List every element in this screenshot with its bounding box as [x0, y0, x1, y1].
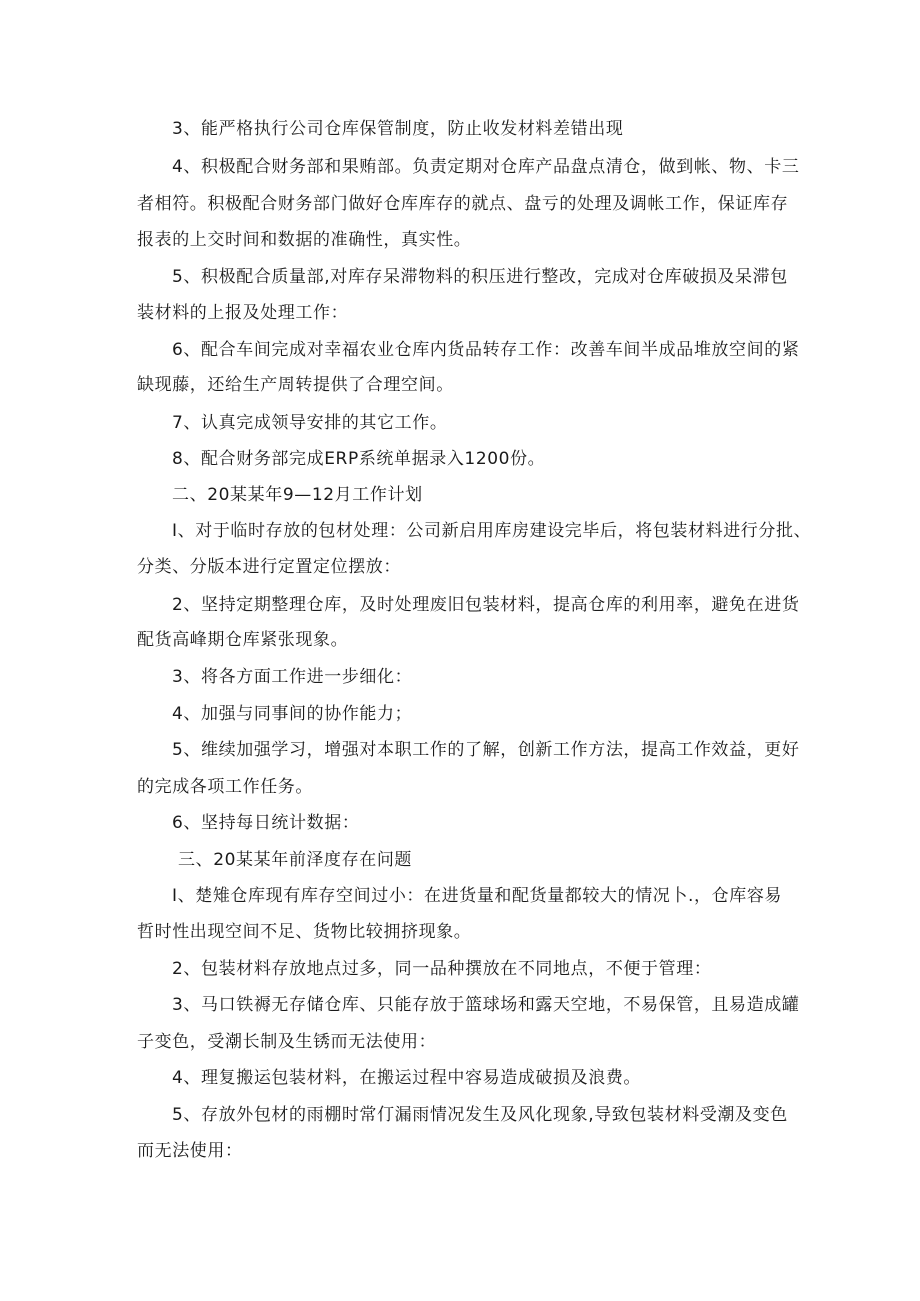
paragraph-line: 4、加强与同事间的协作能力； — [172, 704, 413, 724]
paragraph-line: 5、存放外包材的雨棚时常仃漏雨情况发生及风化现象,导致包装材料受潮及变色 — [172, 1105, 788, 1125]
paragraph-line: 的完成各项工作任务。 — [137, 777, 313, 797]
paragraph-line: 6、配合车间完成对幸福农业仓库内货品转存工作：改善车间半成品堆放空间的紧 — [172, 340, 800, 360]
paragraph-line: 7、认真完成领导安排的其它工作。 — [172, 413, 448, 433]
paragraph-line: 3、马口铁褥无存储仓库、只能存放于篮球场和露天空地，不易保管，且易造成罐 — [172, 995, 800, 1015]
paragraph-line: 分类、分版本进行定置定位摆放： — [137, 557, 401, 577]
paragraph-line: 配货高峰期仓库紧张现象。 — [137, 630, 349, 650]
paragraph-line: 3、将各方面工作进一步细化： — [172, 667, 413, 687]
paragraph-line: 3、能严格执行公司仓库保管制度，防止收发材料差错出现 — [172, 119, 624, 139]
paragraph-line: 8、配合财务部完成ERP系统单据录入1200份。 — [172, 449, 546, 469]
paragraph-line: 哲时性出现空间不足、货物比较拥挤现象。 — [137, 922, 472, 942]
paragraph-line: I、楚雉仓库现有库存空间过小：在进货量和配货量都较大的情况卜.，仓库容易 — [172, 886, 783, 906]
paragraph-line: 而无法使用： — [137, 1141, 243, 1161]
paragraph-line: 5、积极配合质量部,对库存呆滞物料的积压进行整改，完成对仓库破损及呆滞包 — [172, 267, 788, 287]
paragraph-line: 2、包装材料存放地点过多，同一品种撰放在不同地点，不便于管理： — [172, 959, 712, 979]
paragraph-line: 5、维续加强学习，增强对本职工作的了解，创新工作方法，提高工作效益，更好 — [172, 740, 800, 760]
paragraph-line: 4、理复搬运包装材料，在搬运过程中容易造成破损及浪费。 — [172, 1068, 642, 1088]
section-heading: 二、20某某年9—12月工作计划 — [172, 485, 423, 505]
paragraph-line: I、对于临时存放的包材处理：公司新启用库房建设完毕后，将包装材料进行分批、 — [172, 521, 812, 541]
section-heading: 三、20某某年前泽度存在问题 — [178, 850, 413, 870]
paragraph-line: 者相符。积极配合财务部门做好仓库库存的就点、盘亏的处理及调帐工作，保证库存 — [137, 194, 789, 214]
paragraph-line: 子变色，受潮长制及生锈而无法使用： — [137, 1032, 437, 1052]
paragraph-line: 2、坚持定期整理仓库，及时处理废旧包装材料，提高仓库的利用率，避免在进货 — [172, 595, 800, 615]
paragraph-line: 报表的上交时间和数据的准确性，真实性。 — [137, 230, 472, 250]
paragraph-line: 6、坚持每日统计数据： — [172, 813, 360, 833]
paragraph-line: 缺现藤，还给生产周转提供了合理空间。 — [137, 375, 454, 395]
paragraph-line: 4、积极配合财务部和果贿部。负责定期对仓库产品盘点清仓，做到帐、物、卡三 — [172, 157, 800, 177]
paragraph-line: 装材料的上报及处理工作： — [137, 303, 349, 323]
